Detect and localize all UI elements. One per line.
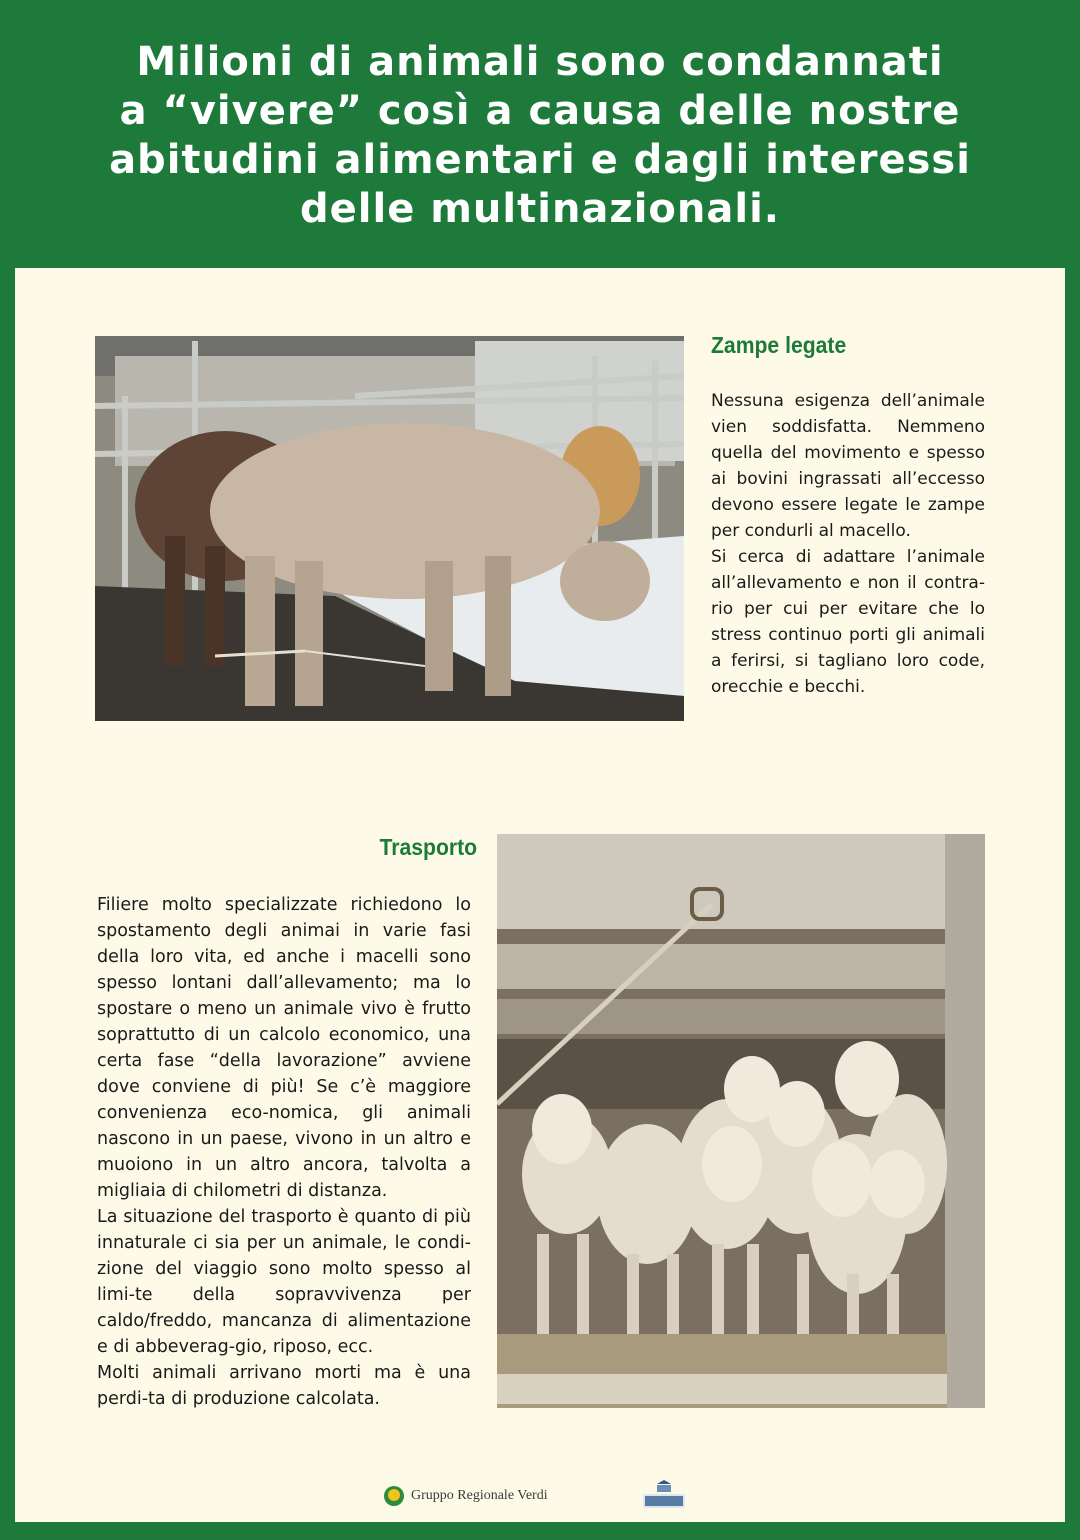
trasporto-paragraph-2: La situazione del trasporto è quanto di più innaturale ci sia per un animale, le condi-zione del viaggio sono molto spesso al limi-te della sopravvivenza per caldo/freddo, mancanza di alimentazione e di abbeverag-gio, riposo, ecc. [97,1207,471,1357]
zampe-legate-text [711,388,985,700]
sun-flower-logo-icon [383,1485,405,1507]
footer-label: Gruppo Regionale Verdi [411,1488,548,1503]
headline [40,38,1040,234]
zampe-paragraph-2: Si cerca di adattare l’animale all’allevamento e non il contra-rio per cui per evitare che lo stress continuo porti gli animali a ferirsi, si tagliano loro code, orecchie e becchi. [711,547,985,697]
trasporto-paragraph-3: Molti animali arrivano morti ma è una perdi-ta di produzione calcolata. [97,1363,471,1409]
regional-council-logo-icon [637,1480,691,1510]
trasporto-paragraph-1: Filiere molto specializzate richiedono lo spostamento degli animai in varie fasi della loro vita, ed anche i macelli sono spesso lontani dall’allevamento; ma lo spostare o meno un animale vivo è frutto soprattutto di un calcolo economico, una certa fase “della lavorazione” avviene dove conviene di più! Se c’è maggiore convenienza eco-nomica, gli animali nascono in un paese, vivono in un altro e muoiono in un altro ancora, talvolta a migliaia di chilometri di distanza. [97,895,471,1201]
trasporto-title: Trasporto [379,834,478,860]
headline-line-4: delle multinazionali. [300,186,780,232]
footer [383,1480,548,1512]
trasporto-text [97,892,471,1412]
sheep-truck-photo [497,834,985,1408]
headline-line-1: Milioni di animali sono condannati [136,39,944,85]
content-panel [15,268,1065,1522]
headline-line-2: a “vivere” così a causa delle nostre [119,88,961,134]
cattle-photo [95,336,684,721]
zampe-legate-title: Zampe legate [711,332,847,358]
zampe-paragraph-1: Nessuna esigenza dell’animale vien soddisfatta. Nemmeno quella del movimento e spesso ai bovini ingrassati all’eccesso devono essere legate le zampe per condurli al macello. [711,391,985,541]
headline-line-3: abitudini alimentari e dagli interessi [109,137,971,183]
